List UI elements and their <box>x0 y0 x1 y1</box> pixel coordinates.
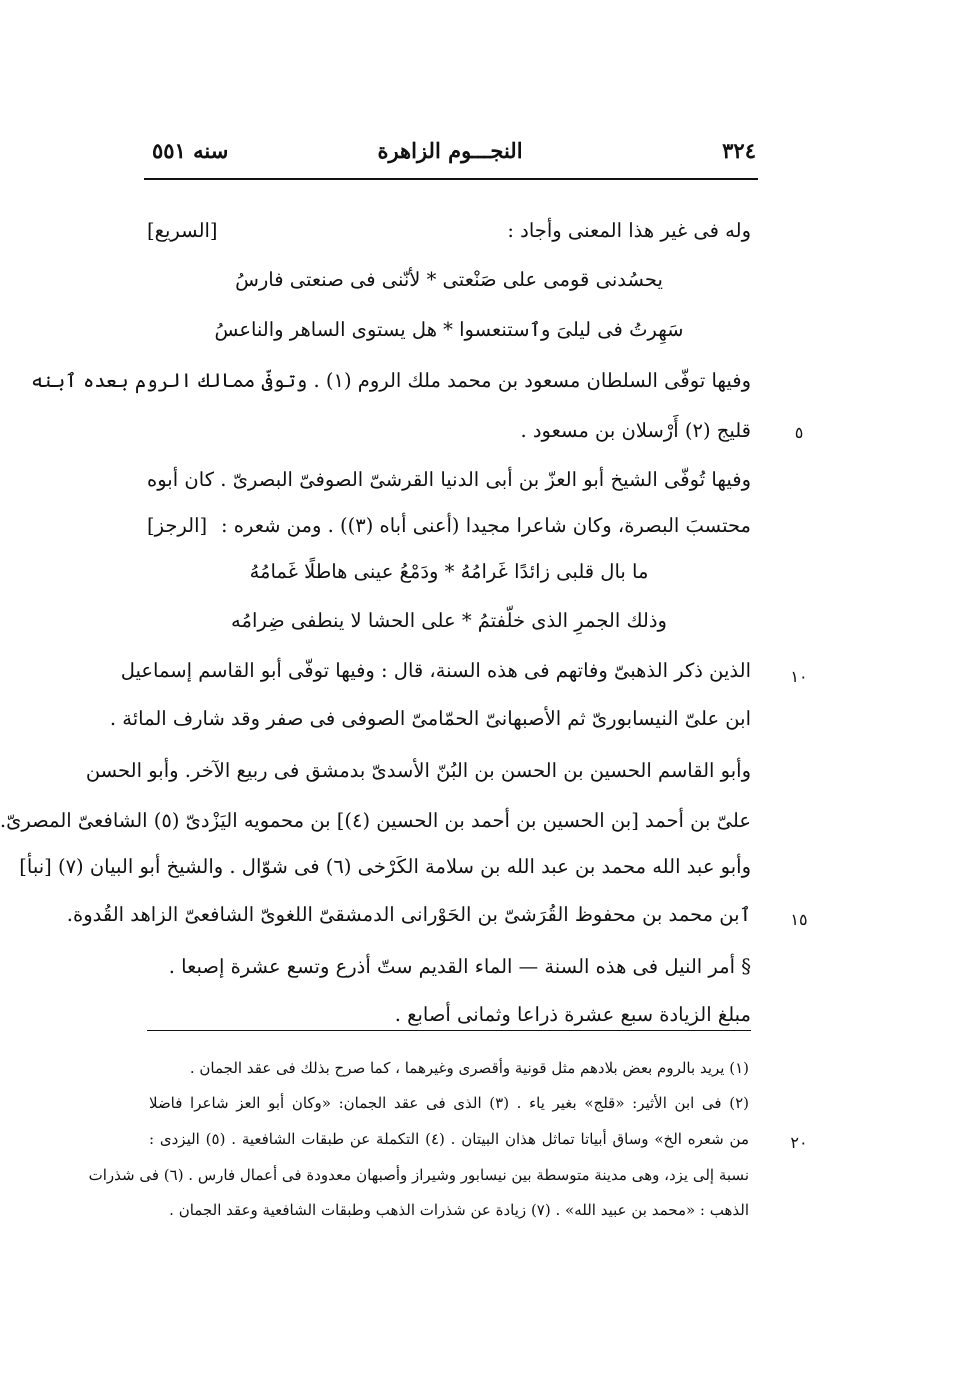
paragraph-line: وفيها توفّى السلطان مسعود بن محمد ملك الروم (١) . وتوفّى ممالك الروم بعده ٱبنه <box>31 369 751 392</box>
line-number: ٢٠ <box>790 1133 808 1152</box>
footnote-line: الذهب : «محمد بن عبيد الله» . (٧) زيادة عن شذرات الذهب وطبقات الشافعية وعقد الجمان . <box>169 1201 749 1219</box>
verse-line: وذلك الجمرِ الذى خلّفتمُ * على الحشا لا ينطفى ضِرامُه <box>231 609 667 632</box>
footnote-line: (٢) فى ابن الأثير: «قلج» بغير ياء . (٣) الذى فى عقد الجمان: «وكان أبو العز شاعرا فاضلا <box>149 1094 749 1112</box>
footnote-line: نسبة إلى يزد، وهى مدينة متوسطة بين نيسابور وشيراز وأصبهان معدودة فى أعمال فارس . (٦) فى شذرات <box>88 1166 749 1184</box>
verse-line: سَهِرتُ فى ليلىَ وٱستنعسوا * هل يستوى الساهر والناعسُ <box>214 318 684 341</box>
paragraph-line: قليج (٢) أَرْسلان بن مسعود . <box>520 419 751 442</box>
paragraph-line: وأبو عبد الله محمد بن عبد الله بن سلامة الكَرْخى (٦) فى شوّال . والشيخ أبو البيان (٧) [نبأ] <box>19 855 751 878</box>
book-title: النجـــوم الزاهرة <box>377 138 523 163</box>
paragraph-text: محتسبَ البصرة، وكان شاعرا مجيدا (أعنى أباه (٣)) . ومن شعره : <box>220 514 751 537</box>
footnote-line: (١) يريد بالروم بعض بلادهم مثل قونية وأقصرى وغيرهما ، كما صرح بذلك فى عقد الجمان . <box>189 1059 749 1077</box>
paragraph-line: وأبو القاسم الحسين بن الحسن بن البُنّ الأسدىّ بدمشق فى ربيع الآخر. وأبو الحسن <box>85 759 751 782</box>
paragraph-line: ابن علىّ النيسابورىّ ثم الأصبهانىّ الحمّامىّ الصوفى فى صفر وقد شارف المائة . <box>109 707 751 730</box>
meter-label: [الرجز] <box>147 514 208 537</box>
paragraph-line: الذين ذكر الذهبىّ وفاتهم فى هذه السنة، قال : وفيها توفّى أبو القاسم إسماعيل <box>120 659 751 682</box>
paragraph-line: ٱبن محمد بن محفوظ القُرَشىّ بن الحَوْرانى الدمشقىّ اللغوىّ الشافعىّ الزاهد القُدوة. <box>66 903 751 926</box>
paragraph-line <box>147 511 751 541</box>
running-header <box>144 138 756 174</box>
line-number: ١٠ <box>790 667 808 686</box>
verse-line: يحسُدنى قومى على صَنْعتى * لأنّنى فى صنعتى فارسُ <box>235 268 663 291</box>
year-label: سنه ٥٥١ <box>152 138 229 163</box>
nile-heading-line: § أمر النيل فى هذه السنة — الماء القديم ستّ أذرع وتسع عشرة إصبعا . <box>168 955 751 978</box>
meter-label: [السريع] <box>147 219 218 242</box>
header-rule <box>144 178 758 180</box>
paragraph-line: علىّ بن أحمد [بن الحسين بن أحمد بن الحسين (٤)] بن محمويه اليَزْدىّ (٥) الشافعىّ المصرىّ. <box>0 809 751 832</box>
intro-line <box>147 216 751 246</box>
intro-text: وله فى غير هذا المعنى وأجاد : <box>507 219 751 242</box>
footnote-line: من شعره الخ» وساق أبياتا تماثل هذان البيتان . (٤) التكملة عن طبقات الشافعية . (٥) اليزدى : <box>149 1130 749 1148</box>
line-number: ٥ <box>794 423 804 442</box>
page-number: ٣٢٤ <box>722 138 756 163</box>
verse-line: ما بال قلبى زائدًا غَرامُهُ * ودَمْعُ عينى هاطلًا غَمامُهُ <box>249 560 649 583</box>
paragraph-line: مبلغ الزيادة سبع عشرة ذراعا وثمانى أصابع . <box>147 1000 751 1031</box>
paragraph-line: وفيها تُوفّى الشيخ أبو العزّ بن أبى الدنيا القرشىّ الصوفىّ البصرىّ . كان أبوه <box>147 468 751 491</box>
line-number: ١٥ <box>790 910 808 929</box>
